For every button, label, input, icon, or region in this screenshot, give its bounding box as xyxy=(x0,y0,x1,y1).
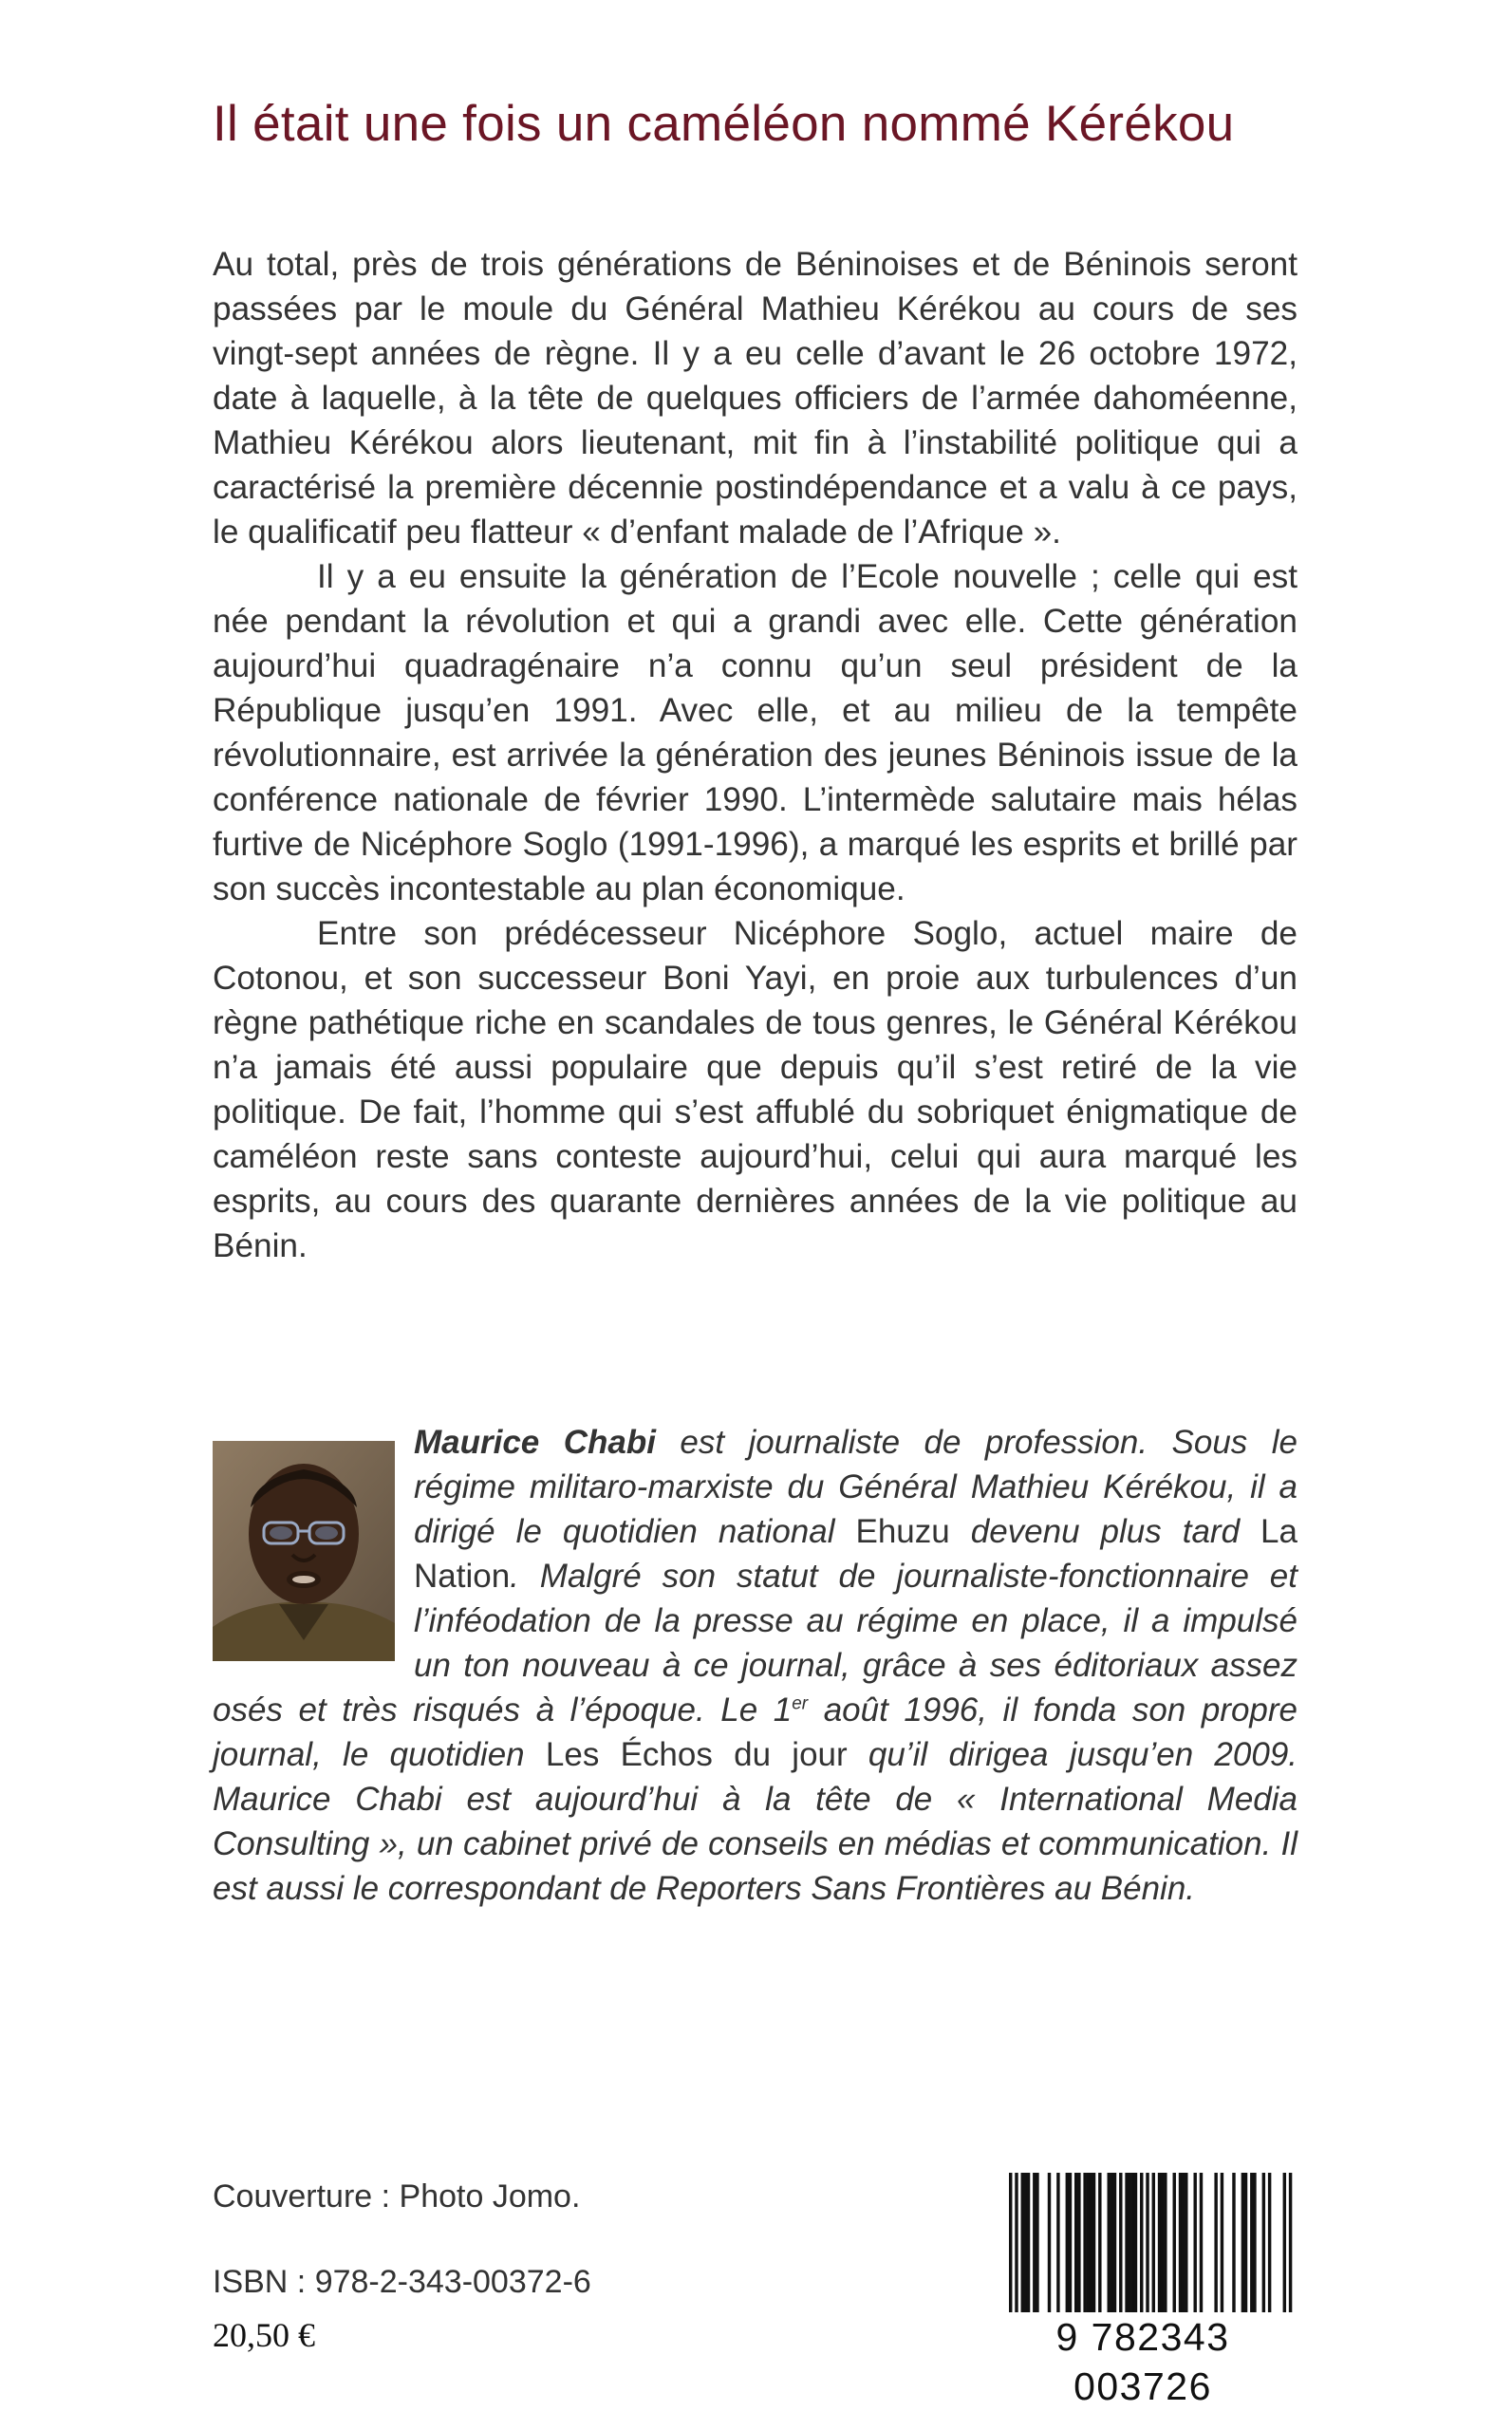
barcode-bar xyxy=(1221,2173,1223,2315)
barcode-bar xyxy=(1131,2173,1134,2315)
barcode-bar xyxy=(1092,2173,1095,2315)
barcode-bar xyxy=(1015,2173,1017,2315)
barcode-bar xyxy=(1200,2173,1203,2315)
barcode-bar xyxy=(1074,2173,1077,2315)
summary-paragraph-3: Entre son prédécesseur Nicéphore Soglo, actuel maire de Cotonou, et son successeur Boni Yayi, en proie aux turbulences d’un règne pathétique riche en scandales de tous genres, le Général Kérékou n’a jamais été aussi populaire que depuis qu’il s’est retiré de la vie politique. De fait, l’homme qui s’est affublé du sobriquet énigmatique de caméléon reste sans conteste aujourd’hui, celui qui aura marqué les esprits, au cours des quarante dernières années de la vie politique au Bénin. xyxy=(213,915,1297,1264)
summary-paragraph-1: Au total, près de trois générations de Béninoises et de Béninois seront passées par le moule du Général Mathieu Kérékou au cours de ses vingt-sept années de règne. Il y a eu celle d’avant le 26 octobre 1972, date à laquelle, à la tête de quelques officiers de l’armée dahoméenne, Mathieu Kérékou alors lieutenant, mit fin à l’instabilité politique qui a caractérisé la première décennie postindépendance et a valu à ce pays, le qualificatif peu flatteur « d’enfant malade de l’Afrique ». xyxy=(213,246,1297,551)
barcode-bar xyxy=(1009,2173,1012,2315)
barcode-bar xyxy=(1158,2173,1161,2315)
author-biography: Maurice Chabi est journaliste de profession. Sous le régime militaro-marxiste du Général Mathieu Kérékou, il a dirigé le quotidien national Ehuzu devenu plus tard La Nation. Malgré son statut de journaliste-fonctionnaire et l’inféodation de la presse au régime en place, il a impulsé un ton nouveau à ce journal, grâce à ses éditoriaux assez osés et très risqués à l’époque. Le 1er août 1996, il fonda son propre journal, le quotidien Les Échos du jour qu’il dirigea jusqu’en 2009. Maurice Chabi est aujourd’hui à la tête de « International Media Consulting », un cabinet privé de conseils en médias et communication. Il est aussi le correspondant de Reporters Sans Frontières au Bénin. xyxy=(213,1424,1298,1907)
barcode-bar xyxy=(1098,2173,1101,2315)
barcode-bar xyxy=(1173,2173,1176,2315)
barcode-bar xyxy=(1179,2173,1182,2315)
barcode-bar xyxy=(1066,2173,1069,2315)
barcode-bar xyxy=(1021,2173,1024,2315)
summary-paragraph-2: Il y a eu ensuite la génération de l’Ecole nouvelle ; celle qui est née pendant la révolution et qui a grandi avec elle. Cette génération aujourd’hui quadragénaire n’a connu qu’un seul président de la République jusqu’en 1991. Avec elle, et au milieu de la tempête révolutionnaire, est arrivée la génération des jeunes Béninois issue de la conférence nationale de février 1990. L’intermède salutaire mais hélas furtive de Nicéphore Soglo (1991-1996), a marqué les esprits et brillé par son succès incontestable au plan économique. xyxy=(213,558,1297,907)
newspaper-name: Ehuzu xyxy=(855,1513,950,1550)
book-title: Il était une fois un caméléon nommé Kérékou xyxy=(213,96,1235,152)
barcode-bar xyxy=(1119,2173,1122,2315)
barcode-bar xyxy=(1253,2173,1256,2315)
barcode-bar xyxy=(1262,2173,1265,2315)
newspaper-name: Les Échos du jour xyxy=(545,1736,848,1773)
isbn: ISBN : 978-2-343-00372-6 xyxy=(213,2264,591,2300)
barcode-bar xyxy=(1164,2173,1167,2315)
barcode-bar xyxy=(1033,2173,1036,2315)
author-name: Maurice Chabi xyxy=(414,1424,656,1461)
barcode-bar xyxy=(1134,2173,1137,2315)
barcode-bar xyxy=(1111,2173,1113,2315)
newspaper-name: La Nation xyxy=(414,1513,1297,1595)
cover-credit: Couverture : Photo Jomo. xyxy=(213,2178,581,2215)
barcode-bar xyxy=(1113,2173,1116,2315)
barcode-bar xyxy=(1140,2173,1143,2315)
barcode-bar xyxy=(1069,2173,1072,2315)
barcode-bar xyxy=(1232,2173,1235,2315)
barcode-bar xyxy=(1048,2173,1051,2315)
barcode-bar xyxy=(1283,2173,1286,2315)
barcode-bar xyxy=(1182,2173,1185,2315)
barcode-bar xyxy=(1185,2173,1187,2315)
barcode-bar xyxy=(1083,2173,1086,2315)
barcode-bar xyxy=(1128,2173,1130,2315)
barcode-bar xyxy=(1241,2173,1244,2315)
barcode-bar xyxy=(1090,2173,1092,2315)
barcode-bar xyxy=(1193,2173,1196,2315)
barcode-bar xyxy=(1125,2173,1128,2315)
barcode-bar xyxy=(1056,2173,1059,2315)
barcode-bar xyxy=(1250,2173,1253,2315)
back-cover-summary xyxy=(213,242,1297,1268)
price: 20,50 € xyxy=(213,2316,315,2354)
barcode-bar xyxy=(1108,2173,1111,2315)
barcode-bar xyxy=(1146,2173,1148,2315)
barcode-bar xyxy=(1152,2173,1155,2315)
barcode-bar xyxy=(1077,2173,1080,2315)
barcode-bar xyxy=(1214,2173,1217,2315)
ordinal-suffix: er xyxy=(792,1693,809,1714)
barcode-bar xyxy=(1161,2173,1164,2315)
barcode-bar xyxy=(1244,2173,1247,2315)
barcode-bar xyxy=(1087,2173,1090,2315)
barcode-bar xyxy=(1036,2173,1038,2315)
barcode-bar xyxy=(1027,2173,1030,2315)
barcode-digits: 9 782343 003726 xyxy=(988,2312,1297,2411)
barcode-bar xyxy=(1289,2173,1292,2315)
barcode-bar xyxy=(1024,2173,1027,2315)
barcode-bar xyxy=(1268,2173,1271,2315)
